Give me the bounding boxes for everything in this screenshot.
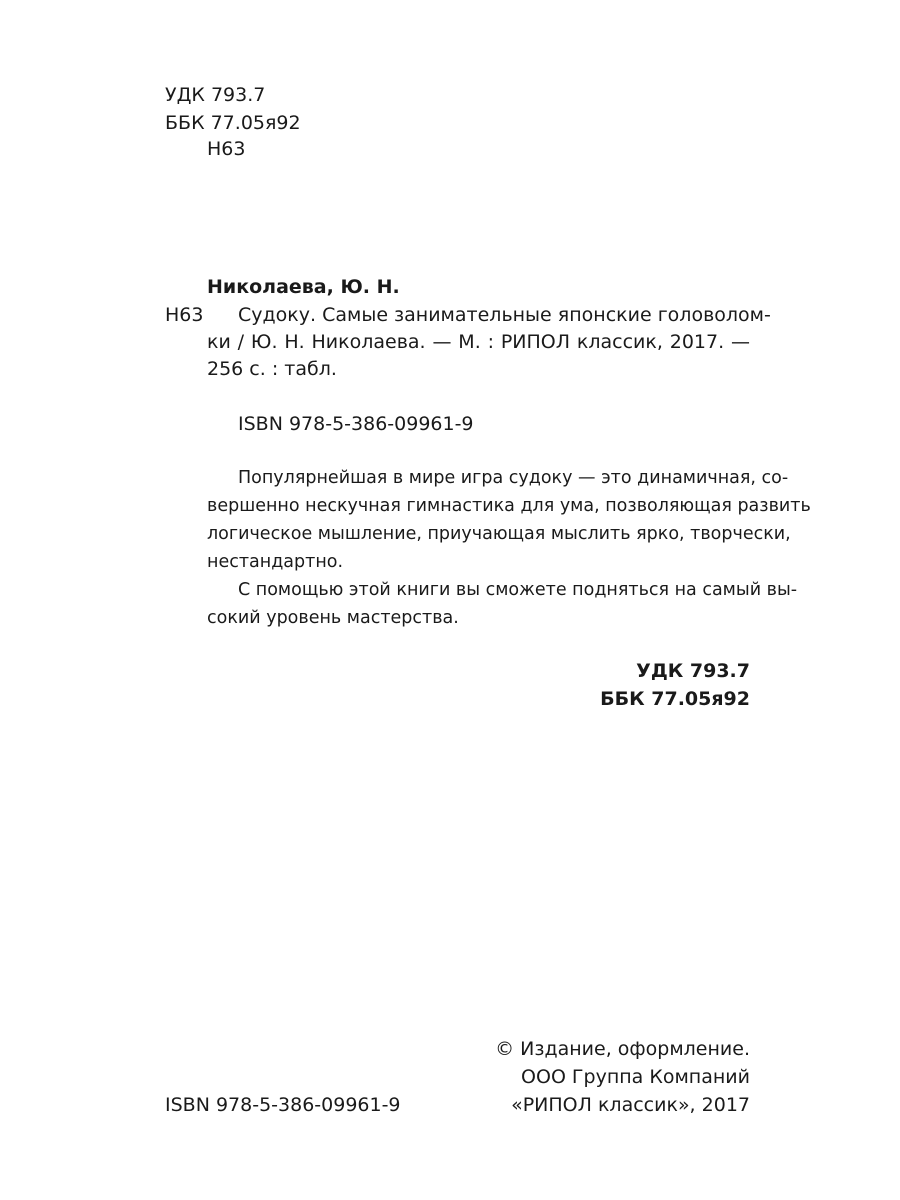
annotation-line: С помощью этой книги вы сможете подняться на самый вы- [238,580,798,600]
record-description-line: 256 с. : табл. [207,358,337,380]
copyright-line: «РИПОЛ классик», 2017 [511,1094,750,1116]
header-bbk: ББК 77.05я92 [165,112,301,134]
record-description-line: ки / Ю. Н. Николаева. — М. : РИПОЛ классик, 2017. — [207,331,750,353]
annotation-line: Популярнейшая в мире игра судоку — это динамичная, со- [238,468,789,488]
annotation-line: вершенно нескучная гимнастика для ума, позволяющая развить [207,496,811,516]
annotation-line: сокий уровень мастерства. [207,608,459,628]
annotation-line: нестандартно. [207,552,344,572]
record-author-mark: Н63 [165,304,204,326]
footer-isbn: ISBN 978-5-386-09961-9 [165,1094,401,1116]
header-udk: УДК 793.7 [165,84,266,106]
header-author-mark: Н63 [207,138,246,160]
record-isbn: ISBN 978-5-386-09961-9 [238,413,474,435]
classification-udk: УДК 793.7 [636,660,750,682]
copyright-line: ООО Группа Компаний [521,1066,750,1088]
copyright-line: © Издание, оформление. [495,1038,750,1060]
record-description-line: Судоку. Самые занимательные японские головолом- [238,304,771,326]
classification-bbk: ББК 77.05я92 [600,688,750,710]
annotation-line: логическое мышление, приучающая мыслить ярко, творчески, [207,524,791,544]
record-author: Николаева, Ю. Н. [207,276,400,298]
